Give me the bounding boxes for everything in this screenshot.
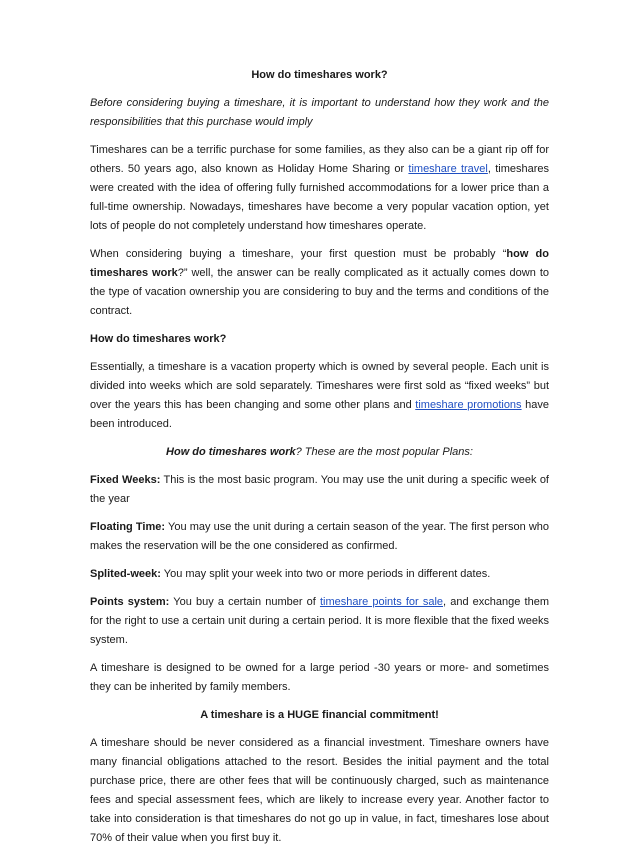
- document-page: [90, 66, 549, 857]
- text-run: Essentially, a timeshare is a vacation property which is owned by several people. Each unit is divided into weeks which are sold separately. Timeshares were first sold as “fixed weeks” but over the years this has been changing and some other plans and: [90, 361, 549, 411]
- paragraph-financial: A timeshare should be never considered as a financial investment. Timeshare owners have many financial obligations attached to the resort. Besides the initial payment and the total purchase price, there are other fees that will be continuously charged, such as maintenance fees and special assessment fees, which are likely to increase every year. Another factor to take into consideration is that timeshares do not go up in value, in fact, timeshares lose about 70% of their value when you first buy it.: [90, 737, 549, 844]
- paragraph-history: [90, 141, 549, 236]
- text-run: have been introduced.: [90, 399, 549, 430]
- plan-label: Fixed Weeks:: [90, 474, 161, 486]
- timeshare-promotions-link[interactable]: timeshare promotions: [415, 399, 522, 411]
- paragraph-essentially: [90, 358, 549, 434]
- text-run: When considering buying a timeshare, your first question must be probably “: [90, 248, 507, 260]
- text-run: You buy a certain number of: [169, 596, 320, 608]
- plan-text: You may use the unit during a certain season of the year. The first person who makes the reservation will be the one considered as confirmed.: [90, 521, 550, 552]
- plans-heading: [90, 443, 549, 462]
- plan-text: This is the most basic program. You may use the unit during a specific week of the year: [90, 474, 549, 505]
- plan-points-system: [90, 593, 549, 650]
- plan-label: Points system:: [90, 596, 170, 608]
- text-run: ? These are the most popular Plans:: [295, 446, 473, 458]
- intro-paragraph: Before considering buying a timeshare, it is important to understand how they work and the responsibilities that this purchase would imply: [90, 97, 549, 128]
- bold-phrase: How do timeshares work: [166, 446, 296, 458]
- plan-splited-week: [90, 565, 549, 584]
- paragraph-ownership-period: A timeshare is designed to be owned for a large period -30 years or more- and sometimes they can be inherited by family members.: [90, 662, 549, 693]
- section-heading-commitment: A timeshare is a HUGE financial commitment!: [200, 709, 439, 721]
- plan-floating-time: [90, 518, 549, 556]
- text-run: , and exchange them for the right to use a certain unit during a certain period. It is more flexible that the fixed weeks system.: [90, 596, 549, 646]
- plan-fixed-weeks: [90, 471, 549, 509]
- text-run: Timeshares can be a terrific purchase for some families, as they also can be a giant rip off for others. 50 years ago, also known as Holiday Home Sharing or: [90, 144, 549, 175]
- plan-text: You may split your week into two or more periods in different dates.: [160, 568, 491, 580]
- section-heading-how: How do timeshares work?: [90, 333, 227, 345]
- plan-label: Splited-week:: [90, 568, 161, 580]
- text-run: , timeshares were created with the idea of offering fully furnished accommodations for a lower price than a full-time ownership. Nowadays, timeshares have become a very popular vacation option, yet lots of people do not completely understand how timeshares operate.: [90, 163, 549, 232]
- timeshare-points-link[interactable]: timeshare points for sale: [319, 596, 444, 608]
- document-title: How do timeshares work?: [251, 69, 388, 81]
- bold-phrase: how do timeshares work: [90, 248, 549, 279]
- text-run: ?” well, the answer can be really complicated as it actually comes down to the type of vacation ownership you are considering to buy and the terms and conditions of the contract.: [90, 267, 549, 317]
- paragraph-first-question: [90, 245, 549, 321]
- plan-label: Floating Time:: [90, 521, 166, 533]
- timeshare-travel-link[interactable]: timeshare travel: [408, 163, 488, 175]
